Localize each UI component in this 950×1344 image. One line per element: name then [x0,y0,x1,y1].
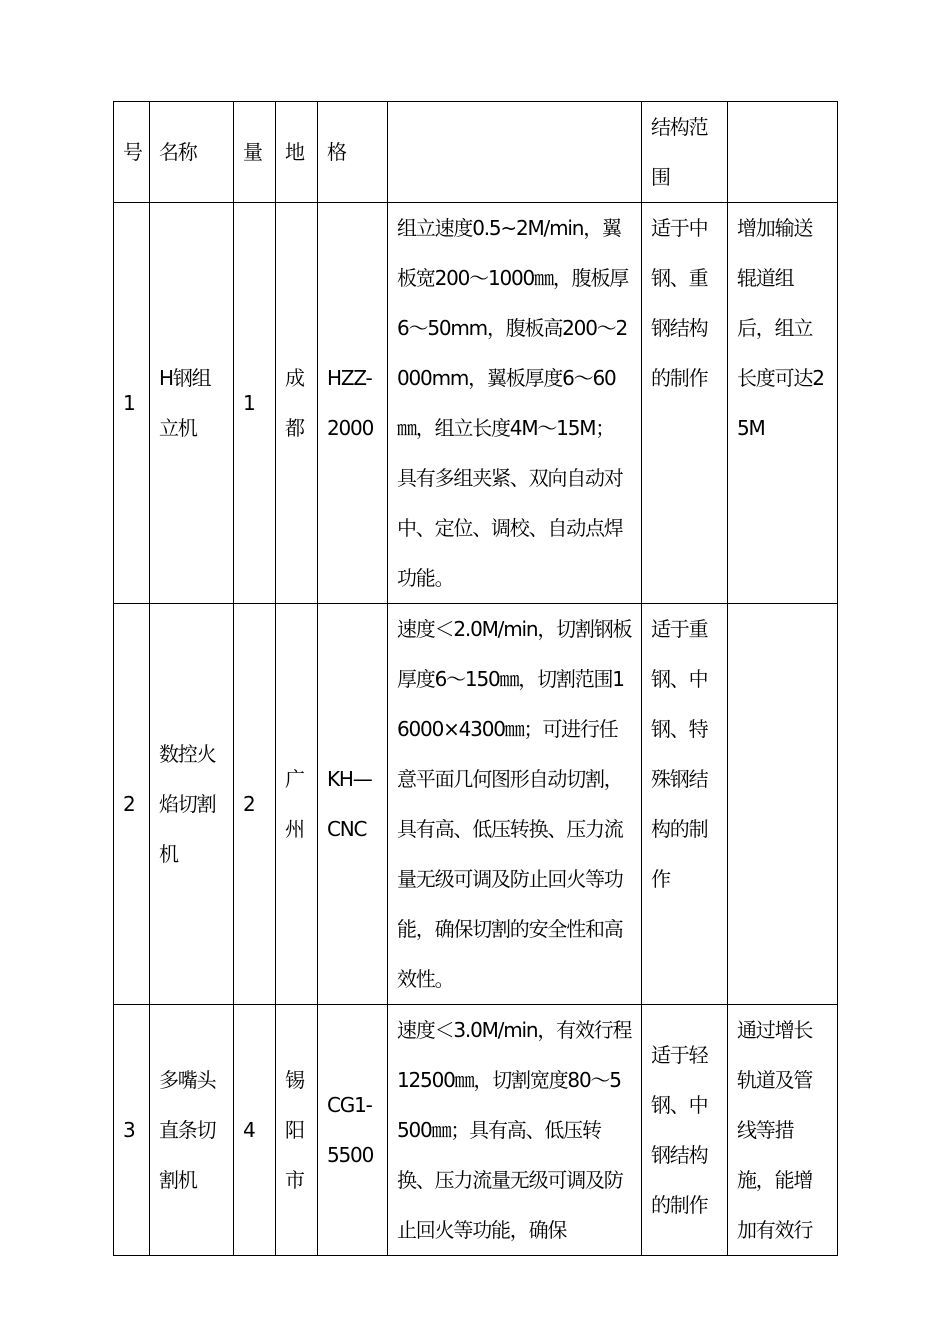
cell-model: HZZ-2000 [318,203,388,604]
cell-spec: 组立速度0.5~2M/min，翼板宽200～1000㎜，腹板厚6～50mm，腹板高200～2000mm，翼板厚度6～60㎜，组立长度4M～15M；具有多组夹紧、双向自动对中、定位、调校、自动点焊功能。 [388,203,642,604]
cell-qty: 4 [234,1005,276,1256]
table-header-row [114,102,838,203]
cell-qty: 1 [234,203,276,604]
cell-no: 2 [114,604,150,1005]
cell-place: 锡阳市 [276,1005,318,1256]
header-model: 格 [318,102,388,203]
cell-place: 成都 [276,203,318,604]
table-row [114,203,838,604]
header-place: 地 [276,102,318,203]
cell-no: 1 [114,203,150,604]
cell-scope: 适于重钢、中钢、特殊钢结构的制作 [642,604,728,1005]
cell-name: H钢组立机 [150,203,234,604]
equipment-table [113,101,838,1256]
header-name: 名称 [150,102,234,203]
header-note [728,102,838,203]
cell-note [728,604,838,1005]
cell-no: 3 [114,1005,150,1256]
cell-model: CG1-5500 [318,1005,388,1256]
cell-scope: 适于中钢、重钢结构的制作 [642,203,728,604]
cell-place: 广州 [276,604,318,1005]
cell-note: 通过增长轨道及管线等措施，能增加有效行 [728,1005,838,1256]
cell-note: 增加输送辊道组后，组立长度可达25M [728,203,838,604]
cell-name: 多嘴头直条切割机 [150,1005,234,1256]
table-row [114,604,838,1005]
header-no: 号 [114,102,150,203]
header-scope: 结构范围 [642,102,728,203]
cell-spec: 速度＜2.0M/min，切割钢板厚度6～150㎜，切割范围16000×4300㎜；可进行任意平面几何图形自动切割，具有高、低压转换、压力流量无级可调及防止回火等功能，确保切割的安全性和高效性。 [388,604,642,1005]
cell-name: 数控火焰切割机 [150,604,234,1005]
cell-spec: 速度＜3.0M/min，有效行程12500㎜，切割宽度80～5500㎜；具有高、低压转换、压力流量无级可调及防止回火等功能，确保 [388,1005,642,1256]
header-spec [388,102,642,203]
header-qty: 量 [234,102,276,203]
table-row [114,1005,838,1256]
cell-model: KH—CNC [318,604,388,1005]
cell-scope: 适于轻钢、中钢结构的制作 [642,1005,728,1256]
cell-qty: 2 [234,604,276,1005]
